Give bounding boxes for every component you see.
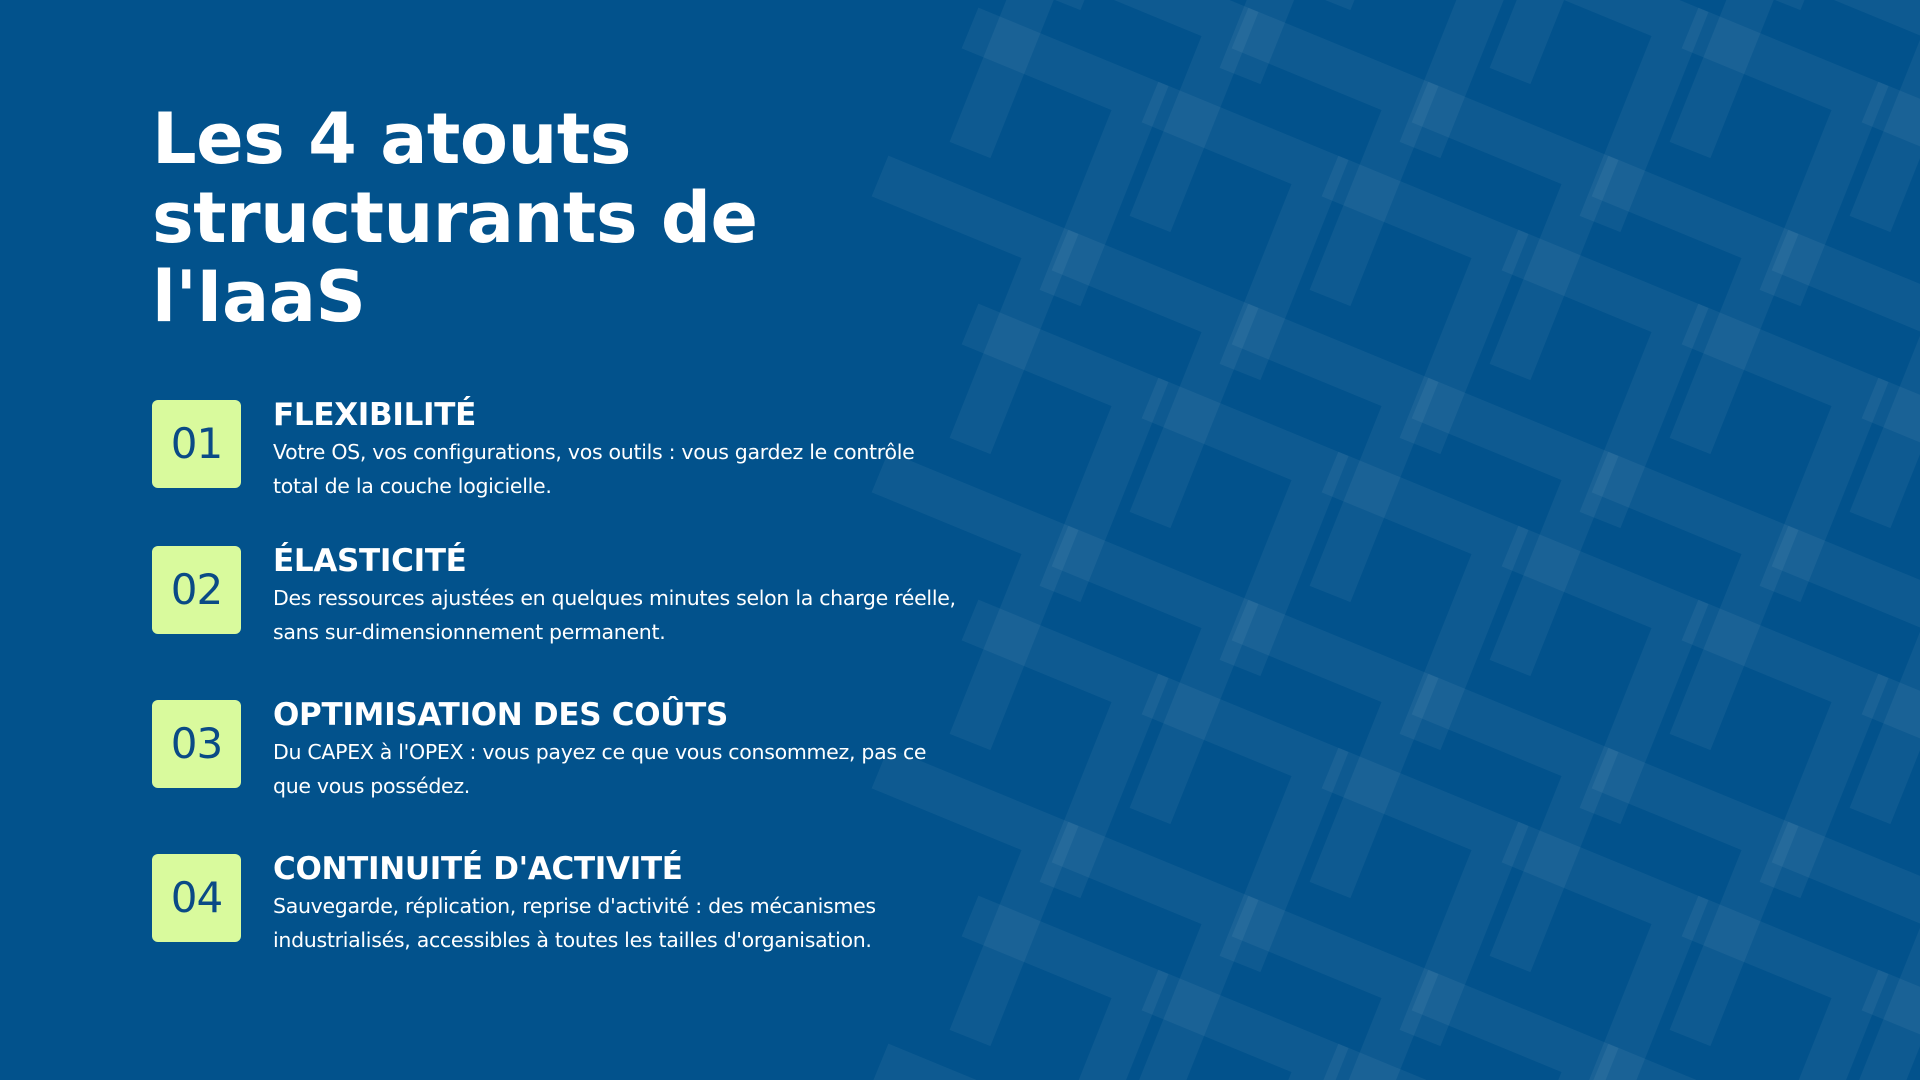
item-description: Sauvegarde, réplication, reprise d'activité : des mécanismes industrialisés, accessibles à toutes les tailles d'organisation. (273, 894, 876, 952)
chevron-shape (1690, 28, 1860, 298)
chevron-shape (1870, 102, 1920, 372)
chevron-shape (1780, 0, 1920, 224)
number-badge: 04 (152, 854, 241, 942)
item-description: Votre OS, vos configurations, vos outils : vous gardez le contrôle total de la couche logicielle. (273, 440, 915, 498)
chevron-shape (1330, 0, 1500, 150)
chevron-shape (1600, 1064, 1770, 1080)
chevron-shape (1510, 842, 1680, 1080)
list-item (152, 542, 956, 652)
chevron-shape (1060, 0, 1230, 224)
chevron-shape (1420, 990, 1590, 1080)
number-badge: 01 (152, 400, 241, 488)
chevron-shape (1690, 916, 1860, 1080)
chevron-shape (970, 0, 1140, 2)
chevron-shape (1600, 768, 1770, 1038)
item-title: OPTIMISATION DES COÛTS (273, 697, 728, 733)
chevron-shape (1240, 620, 1410, 890)
chevron-shape (1150, 398, 1320, 668)
chevron-shape (880, 0, 1050, 150)
item-title: FLEXIBILITÉ (273, 397, 477, 433)
chevron-shape (1690, 324, 1860, 594)
chevron-shape (1870, 990, 1920, 1080)
chevron-shape (1420, 694, 1590, 964)
chevron-shape (1240, 324, 1410, 594)
chevron-shape (1780, 546, 1920, 816)
number-badge: 02 (152, 546, 241, 634)
chevron-shape (970, 324, 1140, 594)
chevron-shape (1240, 916, 1410, 1080)
number-badge: 03 (152, 700, 241, 788)
chevron-shape (1330, 472, 1500, 742)
chevron-shape (1510, 250, 1680, 520)
chevron-shape (1600, 176, 1770, 446)
chevron-shape (970, 28, 1140, 298)
chevron-shape (1780, 842, 1920, 1080)
page-title: Les 4 atouts structurants de l'IaaS (152, 98, 758, 338)
chevron-shape (1150, 102, 1320, 372)
chevron-shape (1690, 0, 1860, 2)
chevron-shape (1060, 842, 1230, 1080)
chevron-shape (1150, 990, 1320, 1080)
chevron-shape (1510, 0, 1680, 224)
item-description: Des ressources ajustées en quelques minutes selon la charge réelle, sans sur-dimensionnement permanent. (273, 586, 956, 644)
chevron-shape (1150, 694, 1320, 964)
chevron-shape (880, 1064, 1050, 1080)
chevron-shape (1420, 0, 1590, 76)
chevron-shape (1060, 250, 1230, 520)
item-description: Du CAPEX à l'OPEX : vous payez ce que vous consommez, pas ce que vous possédez. (273, 740, 927, 798)
chevron-shape (1060, 546, 1230, 816)
list-item (152, 850, 952, 960)
item-title: ÉLASTICITÉ (273, 543, 467, 579)
list-item (152, 396, 952, 506)
chevron-shape (970, 916, 1140, 1080)
chevron-shape (970, 620, 1140, 890)
chevron-shape (1870, 0, 1920, 76)
chevron-shape (1870, 694, 1920, 964)
chevron-shape (1150, 0, 1320, 76)
chevron-shape (1600, 472, 1770, 742)
chevron-shape (1330, 768, 1500, 1038)
chevron-shape (1510, 546, 1680, 816)
list-item (152, 696, 952, 806)
chevron-shape (1780, 250, 1920, 520)
chevron-shape (1420, 102, 1590, 372)
chevron-shape (1330, 1064, 1500, 1080)
chevron-shape (1240, 28, 1410, 298)
chevron-shape (1330, 176, 1500, 446)
chevron-shape (1420, 398, 1590, 668)
chevron-shape (1600, 0, 1770, 150)
chevron-shape (1870, 398, 1920, 668)
chevron-shape (1690, 620, 1860, 890)
item-title: CONTINUITÉ D'ACTIVITÉ (273, 851, 683, 887)
chevron-shape (1240, 0, 1410, 2)
